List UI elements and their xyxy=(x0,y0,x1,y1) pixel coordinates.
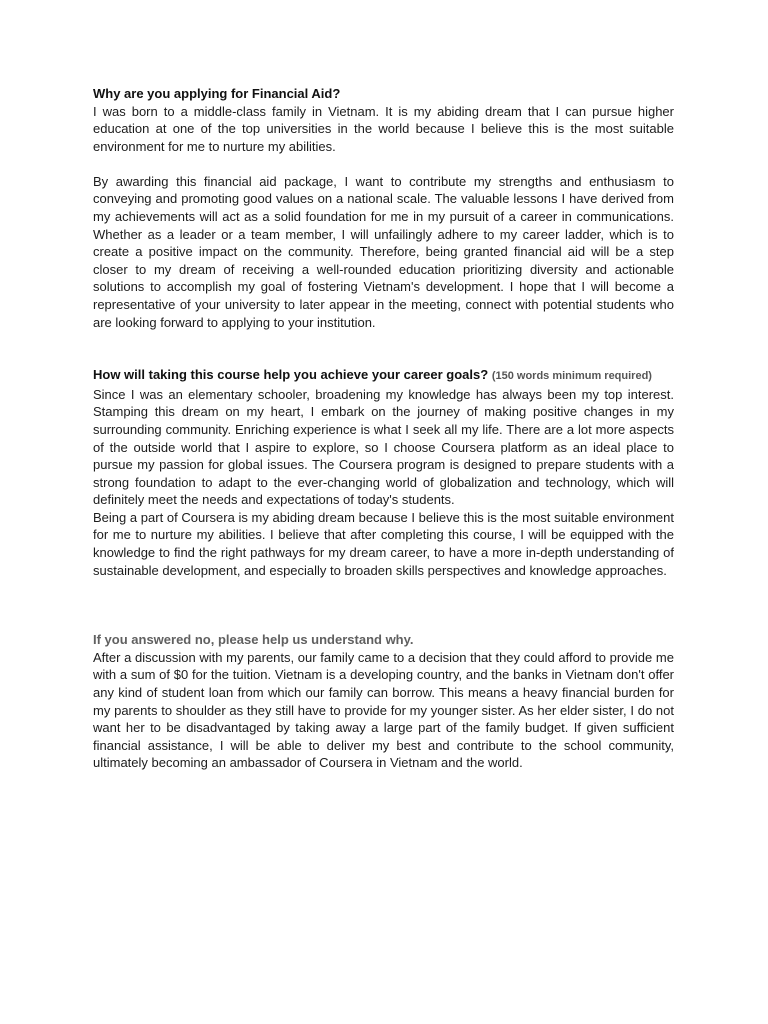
answer-paragraph: Since I was an elementary schooler, broadening my knowledge has always been my top interest. Stamping this dream on my heart, I embark on the journey of making positive changes in my surrounding community. Enriching experience is what I seek all my life. There are a lot more aspects of the outside world that I aspire to explore, so I choose Coursera platform as an ideal place to pursue my passion for global issues. The Coursera program is designed to prepare students with a strong foundation to adapt to the ever-changing world of globalization and technology, which will definitely meet the needs and expectations of today's students. xyxy=(93,386,674,508)
question-text: Why are you applying for Financial Aid? xyxy=(93,86,341,101)
word-requirement-note: (150 words minimum required) xyxy=(491,370,652,383)
question-financial-aid xyxy=(93,85,674,103)
question-answered-no xyxy=(93,631,674,649)
paragraph-spacer xyxy=(93,155,674,173)
question-career-goals xyxy=(93,366,674,386)
section-spacer xyxy=(93,579,674,631)
section-spacer xyxy=(93,331,674,366)
document-page xyxy=(93,85,674,772)
question-text: How will taking this course help you achieve your career goals? xyxy=(93,367,489,383)
answer-paragraph: I was born to a middle-class family in Vietnam. It is my abiding dream that I can pursue higher education at one of the top universities in the world because I believe this is the most suitable environment for me to nurture my abilities. xyxy=(93,103,674,154)
answer-paragraph: By awarding this financial aid package, I want to contribute my strengths and enthusiasm to conveying and promoting good values on a national scale. The valuable lessons I have derived from my achievements will act as a solid foundation for me in my pursuit of a career in communications. Whether as a leader or a team member, I will unfailingly adhere to my career ladder, which is to create a positive impact on the community. Therefore, being granted financial aid will be a step closer to my dream of receiving a well-rounded education prioritizing diversity and actionable solutions to accomplish my goal of fostering Vietnam's development. I hope that I will become a representative of your university to later appear in the meeting, connect with potential students who are looking forward to applying to your institution. xyxy=(93,173,674,330)
answer-paragraph: Being a part of Coursera is my abiding dream because I believe this is the most suitable environment for me to nurture my abilities. I believe that after completing this course, I will be equipped with the knowledge to find the right pathways for my dream career, to have a more in-depth understanding of sustainable development, and especially to broaden skills perspectives and knowledge approaches. xyxy=(93,509,674,578)
answer-paragraph: After a discussion with my parents, our family came to a decision that they could afford to provide me with a sum of $0 for the tuition. Vietnam is a developing country, and the banks in Vietnam don't offer any kind of student loan from which our family can borrow. This means a heavy financial burden for my parents to shoulder as they still have to provide for my younger sister. As her elder sister, I do not want her to be disadvantaged by taking away a large part of the family budget. If given sufficient financial assistance, I will be able to deliver my best and contribute to the school community, ultimately becoming an ambassador of Coursera in Vietnam and the world. xyxy=(93,649,674,771)
question-text: If you answered no, please help us understand why. xyxy=(93,632,414,648)
